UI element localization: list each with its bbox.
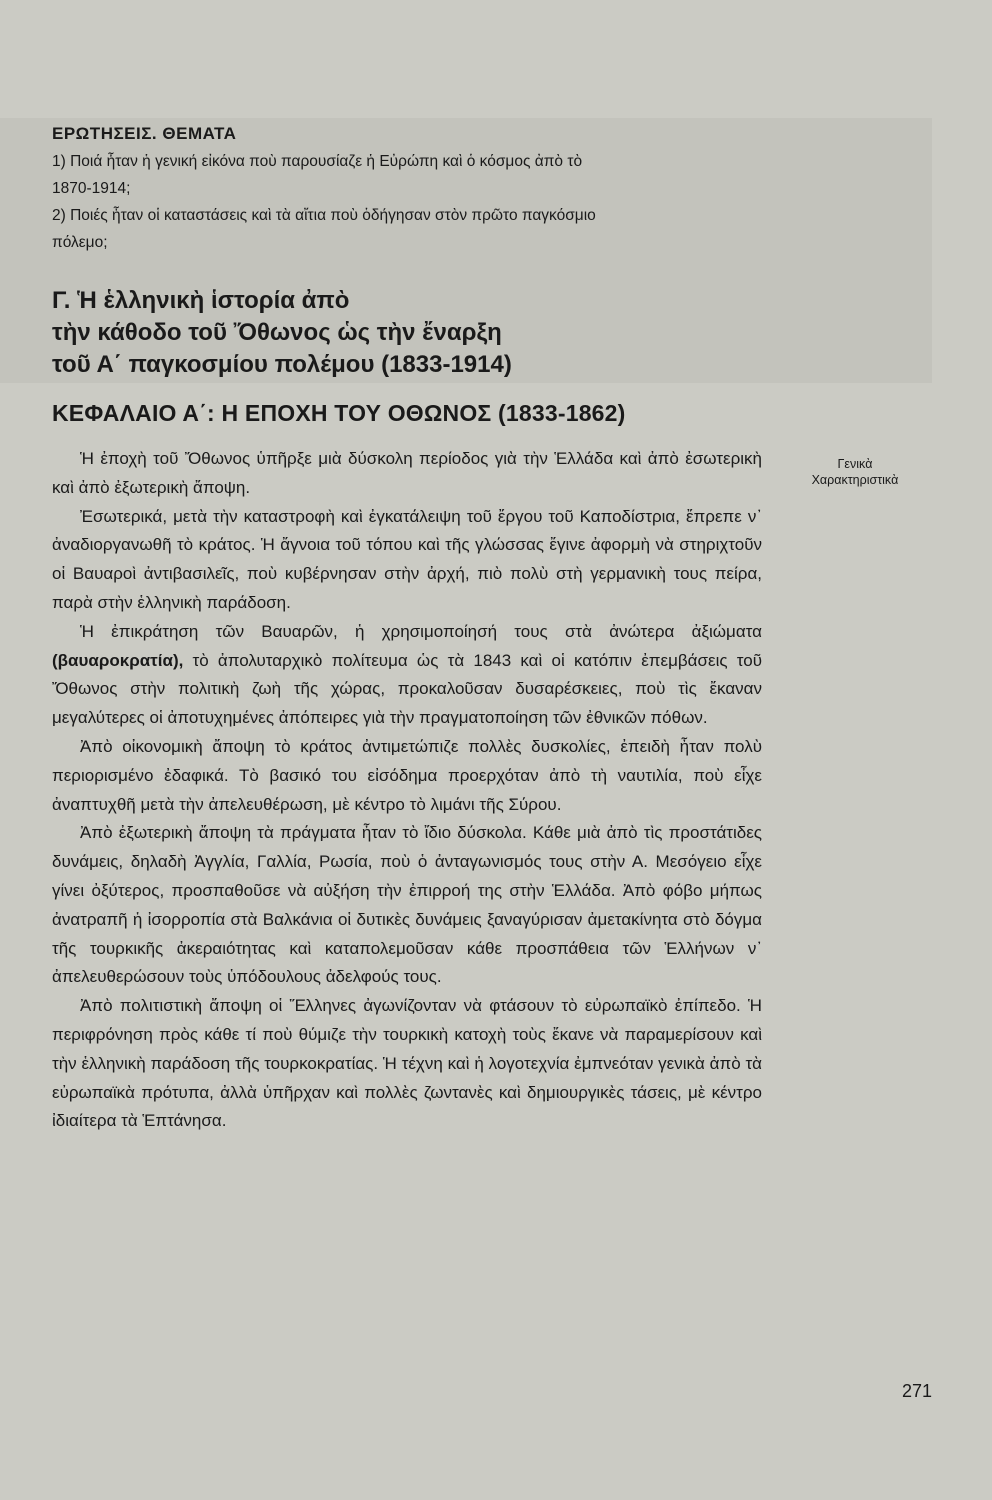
paragraph-3-start: Ἡ ἐπικράτηση τῶν Βαυαρῶν, ἡ χρησιμοποίησή τους στὰ ἀνώτερα ἀξιώματα	[80, 621, 762, 641]
question-1-line-1: 1) Ποιά ἦταν ἡ γενική εἰκόνα ποὺ παρουσίαζε ἡ Εὐρώπη καὶ ὁ κόσμος ἀπὸ τὸ	[52, 153, 583, 170]
question-2-line-2: πόλεμο;	[52, 234, 108, 251]
paragraph-6: Ἀπὸ πολιτιστικὴ ἄποψη οἱ Ἕλληνες ἀγωνίζονταν νὰ φτάσουν τὸ εὐρωπαϊκὸ ἐπίπεδο. Ἡ περιφρόνηση πρὸς κάθε τί ποὺ θύμιζε τὴν τουρκικὴ κατοχὴ τοὺς ἔκανε νὰ παραμερίσουν καὶ τὴν ἑλληνικὴ παράδοση τῆς τουρκοκρατίας. Ἡ τέχνη καὶ ἡ λογοτεχνία ἐμπνεόταν γενικὰ ἀπὸ τὰ εὐρωπαϊκὰ πρότυπα, ἀλλὰ ὑπῆρχαν καὶ πολλὲς ζωντανὲς καὶ δημιουργικὲς τάσεις, μὲ κέντρο ἰδιαίτερα τὰ Ἑπτάνησα.	[52, 996, 762, 1131]
paragraph-1: Ἡ ἐποχὴ τοῦ Ὄθωνος ὑπῆρξε μιὰ δύσκολη περίοδος γιὰ τὴν Ἑλλάδα καὶ ἀπὸ ἐσωτερικὴ καὶ ἀπὸ ἐξωτερικὴ ἄποψη.	[52, 449, 762, 497]
section-title-line-2: τὴν κάθοδο τοῦ Ὄθωνος ὡς τὴν ἔναρξη	[52, 319, 502, 346]
page-number: 271	[902, 1381, 933, 1401]
section-title-line-1: Γ. Ἡ ἑλληνικὴ ἱστορία ἀπὸ	[52, 287, 350, 314]
questions-heading: ΕΡΩΤΗΣΕΙΣ. ΘΕΜΑΤΑ	[52, 124, 237, 143]
paragraph-5: Ἀπὸ ἐξωτερικὴ ἄποψη τὰ πράγματα ἦταν τὸ ἴδιο δύσκολα. Κάθε μιὰ ἀπὸ τὶς προστάτιδες δυνάμεις, δηλαδὴ Ἀγγλία, Γαλλία, Ρωσία, ποὺ ὁ ἀνταγωνισμός τους στὴν Α. Μεσόγειο εἶχε γίνει ὀξύτερος, προσπαθοῦσε νὰ αὐξήση τὴν ἐπιρροή της στὴν Ἑλλάδα. Ἀπὸ φόβο μήπως ἀνατραπῆ ἡ ἰσορροπία στὰ Βαλκάνια οἱ δυτικὲς δυνάμεις ξαναγύρισαν ἀμετακίνητα στὸ δόγμα τῆς τουρκικῆς ἀκεραιότητας καὶ καταπολεμοῦσαν κάθε προσπάθεια τῶν Ἑλλήνων ν᾽ ἀπελευθερώσουν τοὺς ὑπόδουλους ἀδελφούς τους.	[52, 823, 762, 987]
question-1-line-2: 1870-1914;	[52, 180, 131, 197]
section-title-line-3: τοῦ Α΄ παγκοσμίου πολέμου (1833-1914)	[52, 351, 512, 378]
paragraph-2: Ἐσωτερικά, μετὰ τὴν καταστροφὴ καὶ ἐγκατάλειψη τοῦ ἔργου τοῦ Καποδίστρια, ἔπρεπε ν᾽ ἀναδιοργανωθῆ τὸ κράτος. Ἡ ἄγνοια τοῦ τόπου καὶ τῆς γλώσσας ἔγινε ἀφορμὴ νὰ στηριχτοῦν οἱ Βαυαροὶ ἀντιβασιλεῖς, ποὺ κυβέρνησαν στὴν ἀρχή, πιὸ πολὺ στὴ γερμανικὴ τους πείρα, παρὰ στὴν ἑλληνικὴ παράδοση.	[52, 506, 762, 612]
paragraph-3	[52, 618, 762, 733]
margin-note	[785, 456, 925, 488]
paragraph-4: Ἀπὸ οἰκονομικὴ ἄποψη τὸ κράτος ἀντιμετώπιζε πολλὲς δυσκολίες, ἐπειδὴ ἦταν πολὺ περιορισμένο ἐδαφικά. Τὸ βασικό του εἰσόδημα προερχόταν ἀπὸ τὴ ναυτιλία, ποὺ εἶχε ἀναπτυχθῆ μετὰ τὴν ἀπελευθέρωση, μὲ κέντρο τὸ λιμάνι τῆς Σύρου.	[52, 736, 762, 814]
section-title	[52, 285, 752, 381]
paragraph-3-bold-term: (βαυαροκρατία),	[52, 650, 184, 670]
paragraph-3-end: τὸ ἀπολυταρχικὸ πολίτευμα ὡς τὰ 1843 καὶ οἱ κατόπιν ἐπεμβάσεις τοῦ Ὄθωνος στὴν πολιτικὴ ζωὴ τῆς χώρας, προκαλοῦσαν δυσαρέσκειες, ποὺ τὶς ἔκαναν μεγαλύτερες οἱ ἀποτυχημένες ἀπόπειρες γιὰ τὴν πραγματοποίηση τῶν ἐθνικῶν πόθων.	[52, 650, 762, 728]
chapter-title: ΚΕΦΑΛΑΙΟ Α΄: Η ΕΠΟΧΗ ΤΟΥ ΟΘΩΝΟΣ (1833-1862)	[52, 400, 626, 426]
margin-note-line-1: Γενικὰ	[837, 457, 873, 471]
body-text	[52, 445, 762, 1136]
margin-note-line-2: Χαρακτηριστικὰ	[811, 473, 899, 487]
question-2-line-1: 2) Ποιές ἦταν οἱ καταστάσεις καὶ τὰ αἴτια ποὺ ὁδήγησαν στὸν πρῶτο παγκόσμιο	[52, 207, 596, 224]
question-2	[52, 202, 762, 256]
question-1	[52, 148, 762, 202]
